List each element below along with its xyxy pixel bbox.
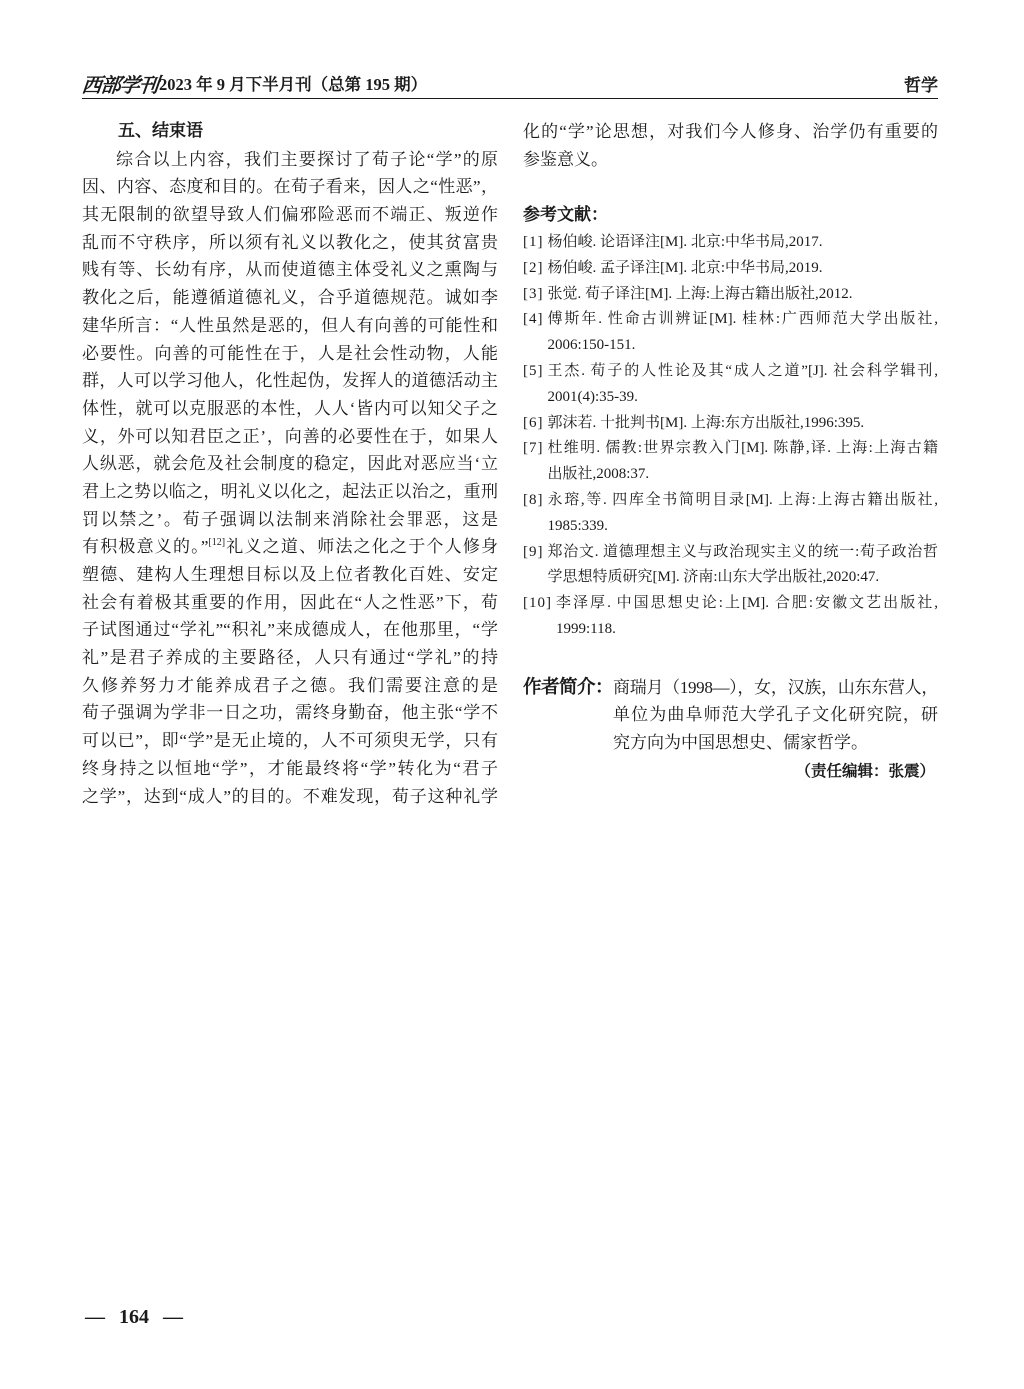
reference-text [548,411,939,437]
reference-line: 1999:118. [556,620,616,637]
paragraph-line: 参鉴意义。 [523,149,608,169]
journal-logo: 西部学刊 [80,72,160,97]
reference-line: 2006:150-151. [547,337,636,354]
reference-item [523,230,938,256]
section-label: 哲学 [904,75,938,96]
paragraph-line: 体性，就可以克服恶的本性，人人‘皆内可以知父子之 [82,398,498,418]
reference-number: [3] [523,285,544,302]
reference-line: 李泽厚. 中国思想史论:上[M]. 合肥:安徽文艺出版社, [556,595,938,612]
paragraph-line: 有积极意义的。”[12]礼义之道、师法之化之于个人修身 [82,537,499,557]
conclusion-paragraph [82,146,498,811]
references-heading: 参考文献： [523,204,608,225]
reference-text [548,488,939,540]
paragraph-line: 终身持之以恒地“学”，才能最终将“学”转化为“君子 [82,758,498,778]
reference-text [548,282,939,308]
reference-line: 杨伯峻. 论语译注[M]. 北京:中华书局,2017. [547,233,823,250]
paragraph-line: 贱有等、长幼有序，从而使道德主体受礼义之熏陶与 [82,260,498,280]
conclusion-paragraph-continued [523,118,938,173]
reference-text [548,359,939,411]
reference-line: 2001(4):35-39. [547,388,638,405]
author-bio [523,674,938,757]
paragraph-line: 建华所言：“人性虽然是恶的，但人有向善的可能性和 [82,315,498,335]
author-bio-line: 单位为曲阜师范大学孔子文化研究院，研 [613,705,938,725]
page-number: — 164 — [85,1306,183,1328]
author-bio-text [613,674,938,757]
reference-text [548,230,939,256]
paragraph-line: 义，外可以知君臣之正’，向善的必要性在于，如果人 [82,426,498,446]
reference-item [523,411,938,437]
reference-line: 王杰. 荀子的人性论及其“成人之道”[J]. 社会科学辑刊, [547,362,938,379]
reference-number: [6] [523,414,544,431]
author-bio-line: 究方向为中国思想史、儒家哲学。 [613,732,869,752]
reference-number: [1] [523,233,544,250]
reference-text [556,591,938,643]
reference-item [523,359,938,411]
paragraph-line: 子试图通过“学礼”“积礼”来成德成人，在他那里，“学 [82,620,498,640]
paragraph-line: 荀子强调为学非一日之功，需终身勤奋，他主张“学不 [82,703,498,723]
reference-line: 1985:339. [547,517,608,534]
reference-number: [8] [523,491,544,508]
editor-note: （责任编辑：张震） [795,762,935,781]
paragraph-line: 其无限制的欲望导致人们偏邪险恶而不端正、叛逆作 [82,205,498,225]
reference-item [523,307,938,359]
reference-item [523,282,938,308]
paragraph-line: 乱而不守秩序，所以须有礼义以教化之，使其贫富贵 [82,232,498,252]
reference-text [548,307,939,359]
reference-number: [9] [523,543,544,560]
reference-line: 出版社,2008:37. [547,466,650,483]
paragraph-line: 因、内容、态度和目的。在荀子看来，因人之“性恶”， [82,177,498,197]
paragraph-line: 君上之势以临之，明礼义以化之，起法正以治之，重刑 [82,481,498,501]
paragraph-line: 塑德、建构人生理想目标以及上位者教化百姓、安定 [82,565,498,584]
reference-item [523,256,938,282]
page-header [82,68,938,99]
left-column [82,118,498,810]
paragraph-line: 教化之后，能遵循道德礼义，合乎道德规范。诚如李 [82,288,498,308]
paragraph-line: 之学”，达到“成人”的目的。不难发现，荀子这种礼学 [82,786,498,806]
section-heading: 五、结束语 [118,121,203,141]
reference-number: [10] [523,595,552,612]
reference-line: 郭沫若. 十批判书[M]. 上海:东方出版社,1996:395. [547,414,865,431]
paragraph-line: 罚以禁之’。荀子强调以法制来消除社会罪恶，这是 [82,509,498,529]
reference-line: 永瑢,等. 四库全书简明目录[M]. 上海:上海古籍出版社, [547,491,938,508]
author-bio-line: 商瑞月（1998—），女，汉族，山东东营人， [613,677,938,697]
reference-text [548,540,939,592]
reference-line: 杨伯峻. 孟子译注[M]. 北京:中华书局,2019. [547,259,823,276]
paragraph-line: 人纵恶，就会危及社会制度的稳定，因此对恶应当‘立 [82,454,498,474]
right-column [523,118,938,785]
reference-item [523,488,938,540]
paragraph-line: 礼”是君子养成的主要路径，人只有通过“学礼”的持 [82,648,498,668]
reference-item [523,436,938,488]
reference-text [548,256,939,282]
paragraph-line: 综合以上内容，我们主要探讨了荀子论“学”的原 [116,149,498,169]
reference-line: 张觉. 荀子译注[M]. 上海:上海古籍出版社,2012. [547,285,853,302]
reference-text [548,436,939,488]
reference-line: 杜维明. 儒教:世界宗教入门[M]. 陈静,译. 上海:上海古籍 [547,440,938,457]
author-bio-label: 作者简介： [523,676,614,698]
citation-superscript: [12] [208,537,226,549]
reference-line: 学思想特质研究[M]. 济南:山东大学出版社,2020:47. [547,569,880,586]
reference-line: 郑治文. 道德理想主义与政治现实主义的统一:荀子政治哲 [547,543,938,560]
reference-line: 傅斯年. 性命古训辨证[M]. 桂林:广西师范大学出版社, [547,311,938,328]
paragraph-line: 化的“学”论思想，对我们今人修身、治学仍有重要的 [523,122,938,141]
paragraph-line: 久修养努力才能养成君子之德。我们需要注意的是 [82,675,498,695]
issue-info: 2023 年 9 月下半月刊（总第 195 期） [159,75,428,94]
reference-number: [2] [523,259,544,276]
reference-item [523,540,938,592]
paragraph-line: 社会有着极其重要的作用，因此在“人之性恶”下，荀 [82,592,498,612]
reference-number: [4] [523,311,544,328]
reference-number: [5] [523,362,544,379]
paragraph-line: 必要性。向善的可能性在于，人是社会性动物，人能 [82,343,498,363]
paragraph-line: 群，人可以学习他人，化性起伪，发挥人的道德活动主 [82,371,498,391]
paragraph-line: 可以已”，即“学”是无止境的，人不可须臾无学，只有 [82,731,498,751]
reference-item [523,591,938,643]
reference-number: [7] [523,440,544,457]
reference-list [523,230,938,643]
